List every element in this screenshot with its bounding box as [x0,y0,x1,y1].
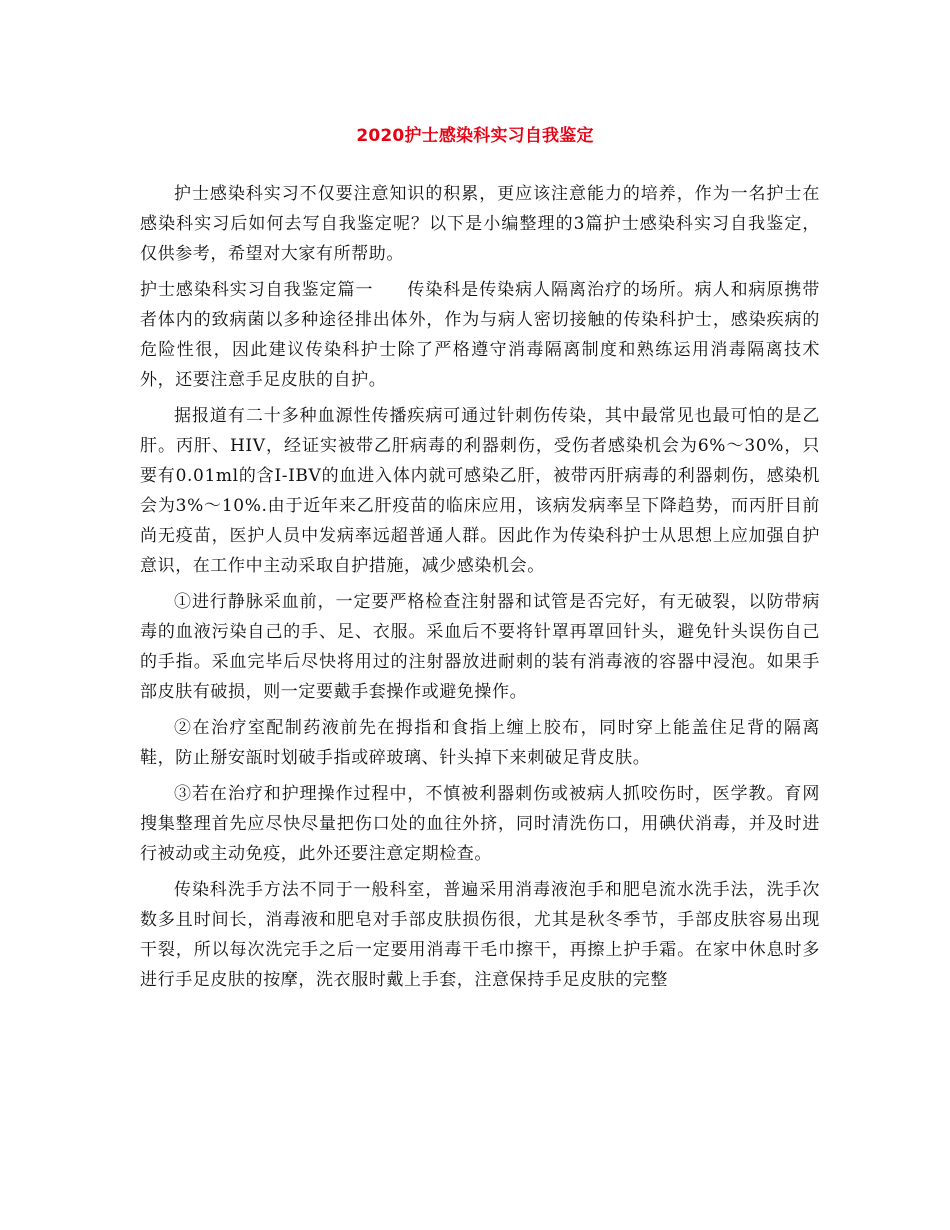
paragraph-handwashing: 传染科洗手方法不同于一般科室，普遍采用消毒液泡手和肥皂流水洗手法，洗手次数多且时间长，消毒液和肥皂对手部皮肤损伤很，尤其是秋冬季节，手部皮肤容易出现干裂，所以每次洗完手之后一定要用消毒干毛巾擦干，再擦上护手霜。在家中休息时多进行手足皮肤的按摩，洗衣服时戴上手套，注意保持手足皮肤的完整 [140,880,820,990]
paragraph-item-1: ①进行静脉采血前，一定要严格检查注射器和试管是否完好，有无破裂，以防带病毒的血液污染自己的手、足、衣服。采血后不要将针罩再罩回针头，避免针头误伤自己的手指。采血完毕后尽快将用过的注射器放进耐刺的装有消毒液的容器中浸泡。如果手部皮肤有破损，则一定要戴手套操作或避免操作。 [140,592,820,702]
section-first-text: 传染科是传染病人隔离治疗的场所。病人和病原携带者体内的致病菌以多种途径排出体外，作为与病人密切接触的传染科护士，感染疾病的危险性很，因此建议传染科护士除了严格遵守消毒隔离制度和熟练运用消毒隔离技术外，还要注意手足皮肤的自护。 [140,280,820,390]
section-one-paragraph [140,275,820,395]
paragraph-bloodborne: 据报道有二十多种血源性传播疾病可通过针刺伤传染，其中最常见也最可怕的是乙肝。丙肝、HIV，经证实被带乙肝病毒的利器刺伤，受伤者感染机会为6%～30%，只要有0.01ml的含I-IBV的血进入体内就可感染乙肝，被带丙肝病毒的利器刺伤，感染机会为3%～10%.由于近年来乙肝疫苗的临床应用，该病发病率呈下降趋势，而丙肝目前尚无疫苗，医护人员中发病率远超普通人群。因此作为传染科护士从思想上应加强自护意识，在工作中主动采取自护措施，减少感染机会。 [140,406,821,576]
document-title: 2020护士感染科实习自我鉴定 [356,126,594,146]
paragraph-item-3: ③若在治疗和护理操作过程中，不慎被利器刺伤或被病人抓咬伤时，医学教。育网搜集整理首先应尽快尽量把伤口处的血往外挤，同时清洗伤口，用碘伏消毒，并及时进行被动或主动免疫，此外还要注意定期检查。 [140,784,820,864]
intro-paragraph: 护士感染科实习不仅要注意知识的积累，更应该注意能力的培养，作为一名护士在感染科实习后如何去写自我鉴定呢？以下是小编整理的3篇护士感染科实习自我鉴定，仅供参考，希望对大家有所帮助。 [140,184,820,264]
section-heading: 护士感染科实习自我鉴定篇一 [140,280,374,300]
paragraph-item-2: ②在治疗室配制药液前先在拇指和食指上缠上胶布，同时穿上能盖住足背的隔离鞋，防止掰安瓿时划破手指或碎玻璃、针头掉下来刺破足背皮肤。 [140,718,820,768]
document-body [140,179,820,1001]
